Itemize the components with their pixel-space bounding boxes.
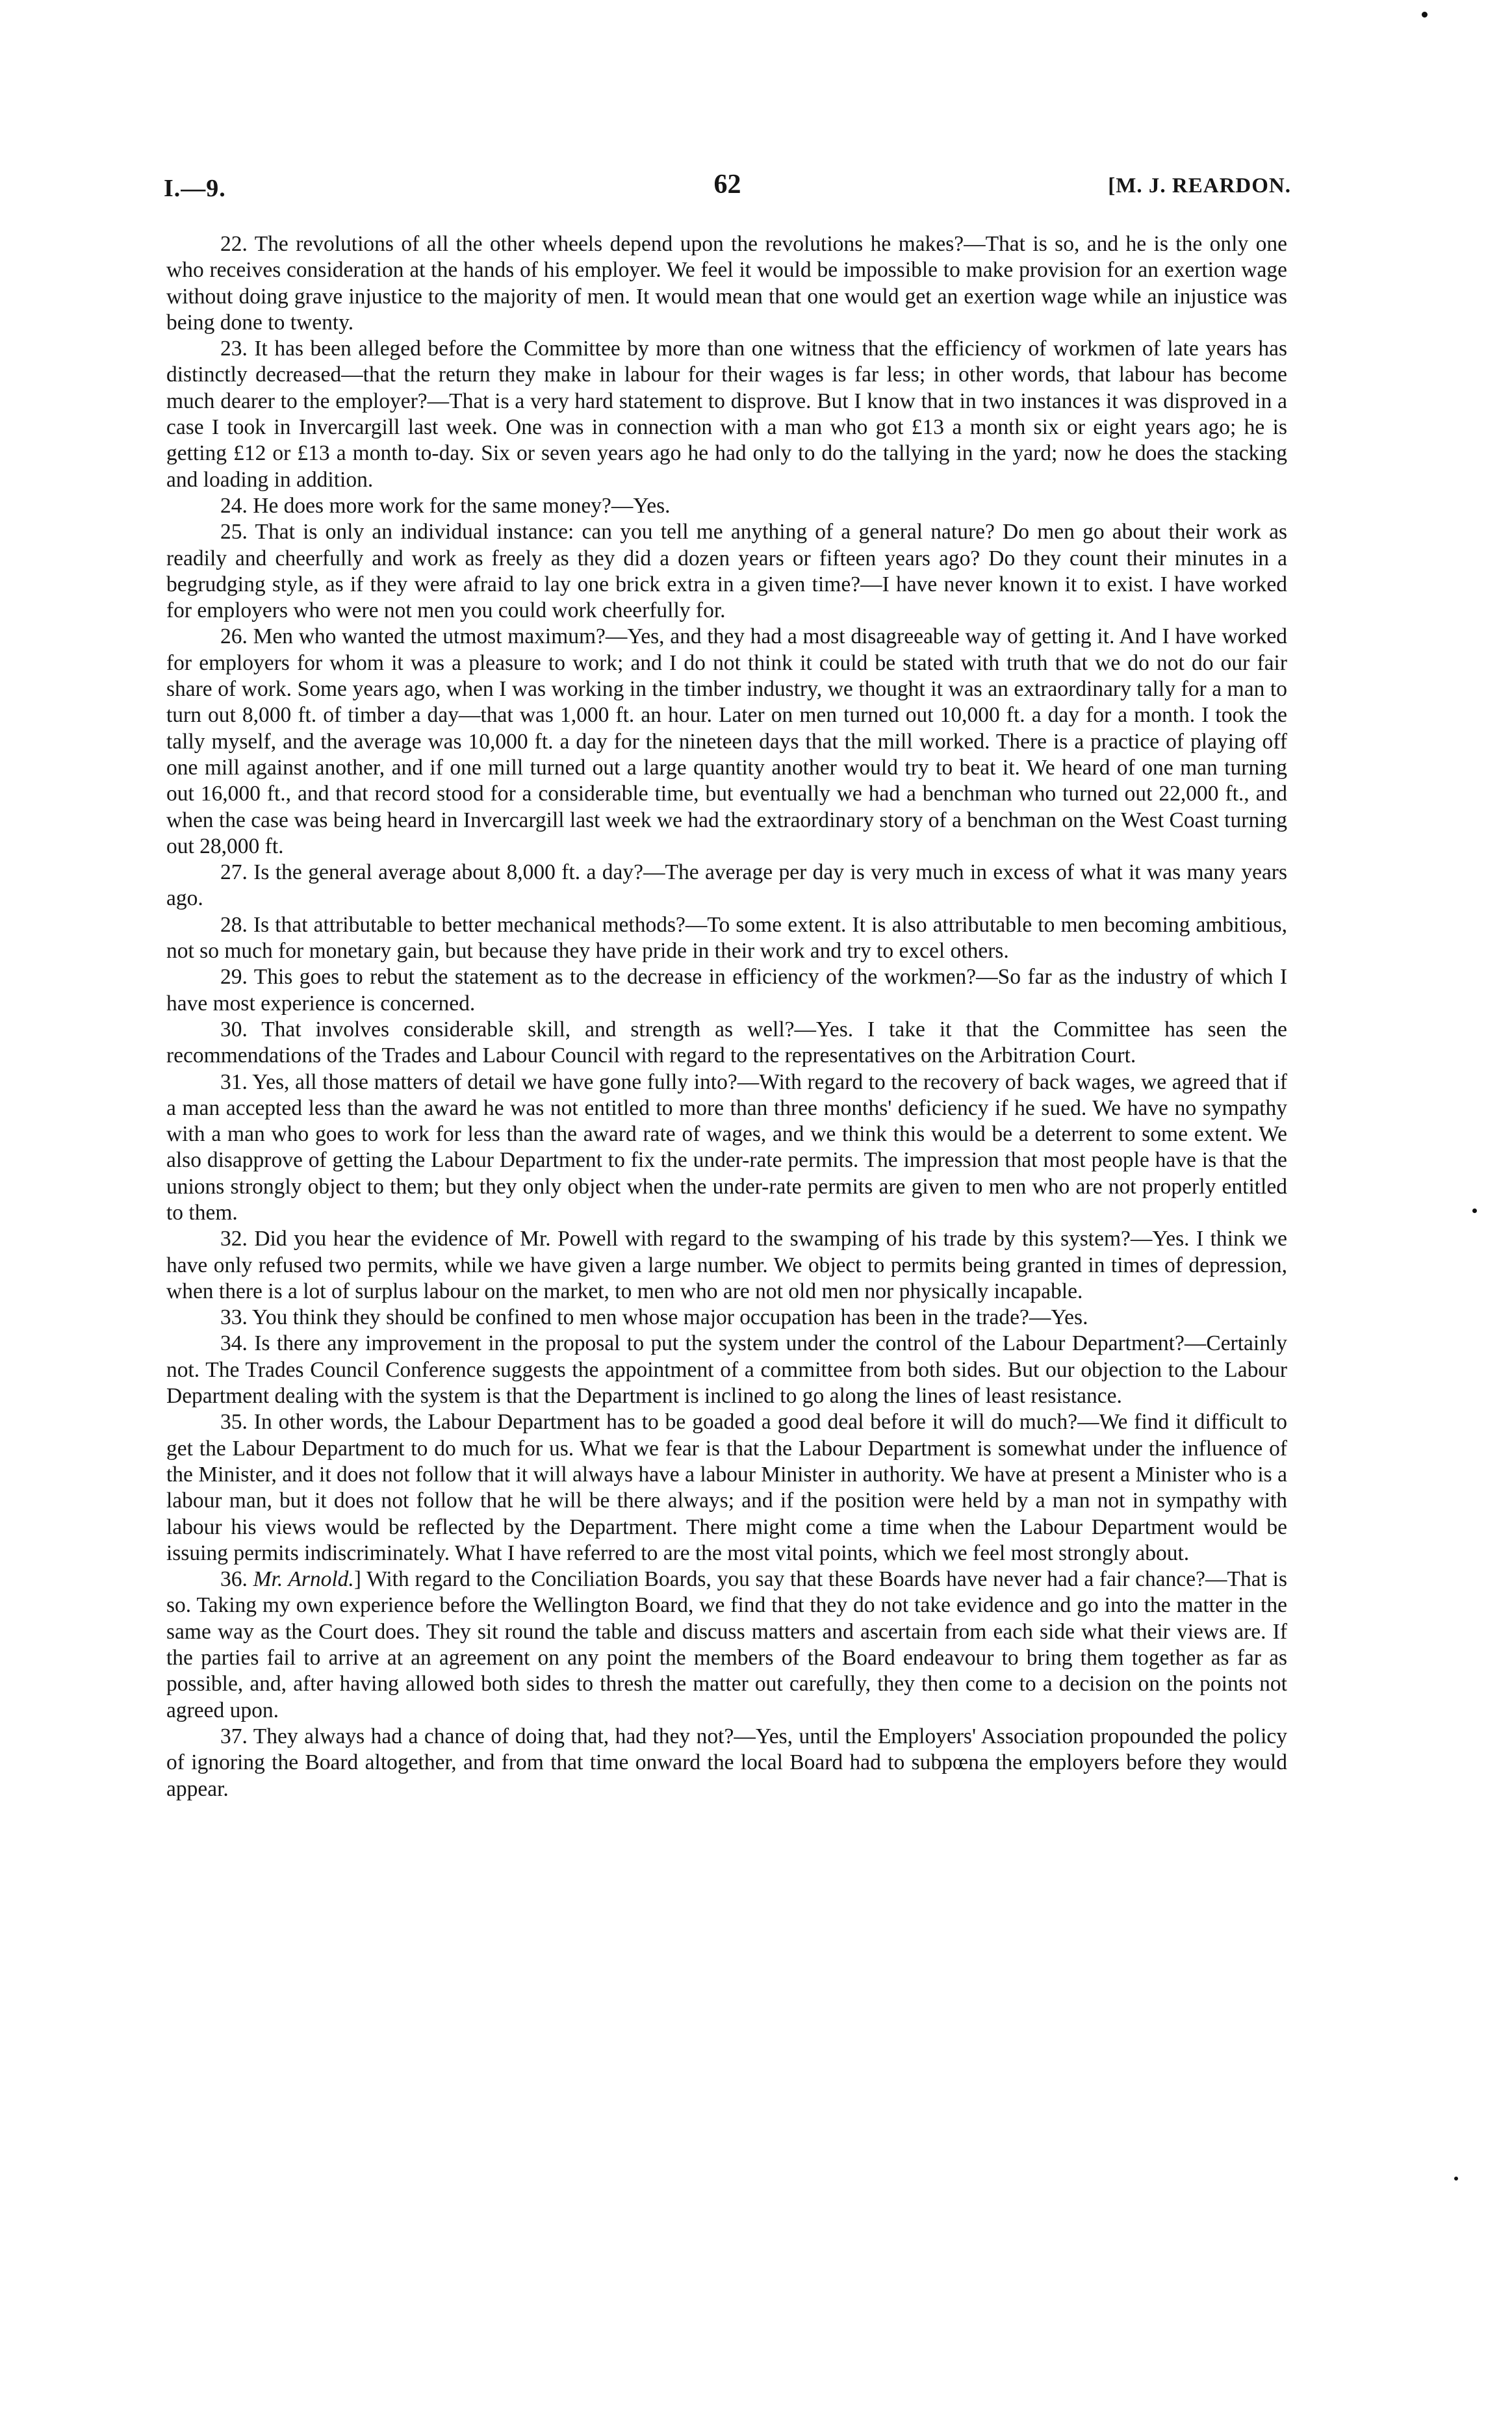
paragraph-text: Is the general average about 8,000 ft. a day?—The average per day is very much in excess of what it was many years ago.: [166, 860, 1288, 911]
paragraph-text: The revolutions of all the other wheels depend upon the revolutions he makes?—That is so, and he is the only one who receives consideration at the hands of his employer. We feel it would be impossible to make provision for an exertion wage without doing grave injustice to the majority of men. It would mean that one would get an exertion wage while an injustice was being done to twenty.: [166, 232, 1287, 335]
paragraph-number: 28.: [220, 912, 248, 937]
paragraph-number: 22.: [220, 232, 248, 256]
paragraph-23: [166, 336, 1287, 493]
paragraph-text: It has been alleged before the Committee by more than one witness that the efficiency of workmen of late years has distinctly decreased—that the return they make in labour for their wages is far less; in other words, that labour has become much dearer to the employer?—That is a very hard statement to disprove. But I know that in two instances it was disproved in a case I took in Invercargill last week. One was in connection with a man who got £13 a month six or eight years ago; he is getting £12 or £13 a month to-day. Six or seven years ago he had only to do the tallying in the yard; now he does the stacking and loading in addition.: [166, 337, 1288, 492]
paragraph-35: [166, 1409, 1287, 1567]
paragraph-32: [166, 1226, 1287, 1305]
witness-name: [M. J. REARDON.: [1108, 174, 1291, 198]
page-header: [164, 162, 1291, 208]
paragraph-33: [166, 1305, 1287, 1331]
paragraph-text: This goes to rebut the statement as to the decrease in efficiency of the workmen?—So far as the industry of which I have most experience is concerned.: [166, 965, 1287, 1016]
paragraph-number: 25.: [220, 520, 248, 544]
paragraph-27: [166, 860, 1287, 912]
paragraph-37: [166, 1724, 1287, 1802]
evidence-text: [166, 231, 1287, 1802]
paragraph-number: 31.: [220, 1069, 248, 1094]
scan-speck: [1422, 12, 1428, 18]
paragraph-22: [166, 231, 1287, 336]
paragraph-number: 34.: [220, 1331, 248, 1356]
paragraph-number: 26.: [220, 624, 248, 649]
paragraph-number: 29.: [220, 965, 248, 990]
paragraph-text: Men who wanted the utmost maximum?—Yes, and they had a most disagreeable way of getting it. And I have worked for employers for whom it was a pleasure to work; and I do not think it could be stated with truth that we do not do our fair share of work. Some years ago, when I was working in the timber industry, we thought it was an extraordinary tally for a man to turn out 8,000 ft. of timber a day—that was 1,000 ft. an hour. Later on men turned out 10,000 ft. a day for a month. I took the tally myself, and the average was 10,000 ft. a day for the nineteen days that the mill worked. There is a practice of playing off one mill against another, and if one mill turned out a large quantity another would try to beat it. We heard of one man turning out 16,000 ft., and that record stood for a considerable time, but eventually we had a benchman who turned out 22,000 ft., and when the case was being heard in Invercargill last week we had the extraordinary story of a benchman on the West Coast turning out 28,000 ft.: [166, 624, 1287, 858]
paragraph-text: Is there any improvement in the proposal to put the system under the control of the Labour Department?—Certainly not. The Trades Council Conference suggests the appointment of a committee from both sides. But our objection to the Labour Department dealing with the system is that the Department is inclined to go along the lines of least resistance.: [166, 1331, 1288, 1409]
paragraph-25: [166, 519, 1287, 624]
paragraph-26: [166, 624, 1287, 860]
document-reference: I.—9.: [164, 175, 226, 202]
scan-speck: [1472, 1208, 1477, 1213]
paragraph-28: [166, 912, 1287, 965]
paragraph-number: 24.: [220, 493, 248, 518]
paragraph-text: You think they should be confined to men whose major occupation has been in the trade?—Yes.: [252, 1305, 1088, 1330]
paragraph-36: [166, 1567, 1287, 1724]
paragraph-31: [166, 1069, 1287, 1227]
paragraph-34: [166, 1331, 1287, 1409]
paragraph-number: 32.: [220, 1227, 248, 1251]
paragraph-text: He does more work for the same money?—Yes.: [253, 493, 671, 518]
paragraph-number: 30.: [220, 1017, 248, 1042]
page-number: 62: [713, 170, 741, 199]
scan-speck: [1454, 2177, 1458, 2180]
paragraph-number: 36.: [220, 1567, 248, 1592]
paragraph-number: 37.: [220, 1724, 248, 1748]
paragraph-24: [166, 493, 1287, 519]
paragraph-number: 35.: [220, 1410, 248, 1435]
paragraph-number: 23.: [220, 337, 248, 361]
paragraph-text: They always had a chance of doing that, had they not?—Yes, until the Employers' Association propounded the policy of ignoring the Board altogether, and from that time onward the local Board had to subpœna the employers before they would appear.: [166, 1724, 1287, 1801]
paragraph-29: [166, 964, 1287, 1017]
paragraph-text: Yes, all those matters of detail we have gone fully into?—With regard to the recovery of back wages, we agreed that if a man accepted less than the award he was not entitled to more than three months' deficiency if he sued. We have no sympathy with a man who goes to work for less than the award rate of wages, and we think this would be a deterrent to some extent. We also disapprove of getting the Labour Department to fix the under-rate permits. The impression that most people have is that the unions strongly object to them; but they only object when the under-rate permits are given to men who are not properly entitled to them.: [166, 1069, 1287, 1225]
paragraph-text: That is only an individual instance: can you tell me anything of a general nature? Do men go about their work as readily and cheerfully and work as freely as they did a dozen years or fifteen years ago? Do they count their minutes in a begrudging style, as if they were afraid to lay one brick extra in a given time?—I have never known it to exist. I have worked for employers who were not men you could work cheerfully for.: [166, 520, 1287, 623]
paragraph-text: ] With regard to the Conciliation Boards, you say that these Boards have never had a fair chance?—That is so. Taking my own experience before the Wellington Board, we find that they do not take evidence and go into the matter in the same way as the Court does. They sit round the table and discuss matters and ascertain from each side what their views are. If the parties fail to arrive at an agreement on any point the members of the Board endeavour to bring them together as far as possible, and, after having allowed both sides to thresh the matter out carefully, they then come to a decision on the points not agreed upon.: [166, 1567, 1287, 1722]
paragraph-text: Did you hear the evidence of Mr. Powell with regard to the swamping of his trade by this system?—Yes. I think we have only refused two permits, while we have given a large number. We object to permits being granted in times of depression, when there is a lot of surplus labour on the market, to men who are not old men nor physically incapable.: [166, 1227, 1287, 1303]
paragraph-number: 33.: [220, 1305, 248, 1330]
paragraph-text: That involves considerable skill, and strength as well?—Yes. I take it that the Committee has seen the recommendations of the Trades and Labour Council with regard to the representatives on the Arbitration Court.: [166, 1017, 1287, 1068]
paragraph-text: Is that attributable to better mechanical methods?—To some extent. It is also attributable to men becoming ambitious, not so much for monetary gain, but because they have pride in their work and try to excel others.: [166, 912, 1288, 964]
paragraph-text: In other words, the Labour Department has to be goaded a good deal before it will do much?—We find it difficult to get the Labour Department to do much for us. What we fear is that the Labour Department is somewhat under the influence of the Minister, and it does not follow that it will always have a labour Minister in authority. We have at present a Minister who is a labour man, but it does not follow that he will be there always; and if the position were held by a man not in sympathy with labour his views would be reflected by the Department. There might come a time when the Labour Department would be issuing permits indiscriminately. What I have referred to are the most vital points, which we feel most strongly about.: [166, 1410, 1287, 1565]
speaker-name: Mr. Arnold.: [253, 1567, 354, 1592]
paragraph-number: 27.: [220, 860, 248, 885]
paragraph-30: [166, 1017, 1287, 1069]
